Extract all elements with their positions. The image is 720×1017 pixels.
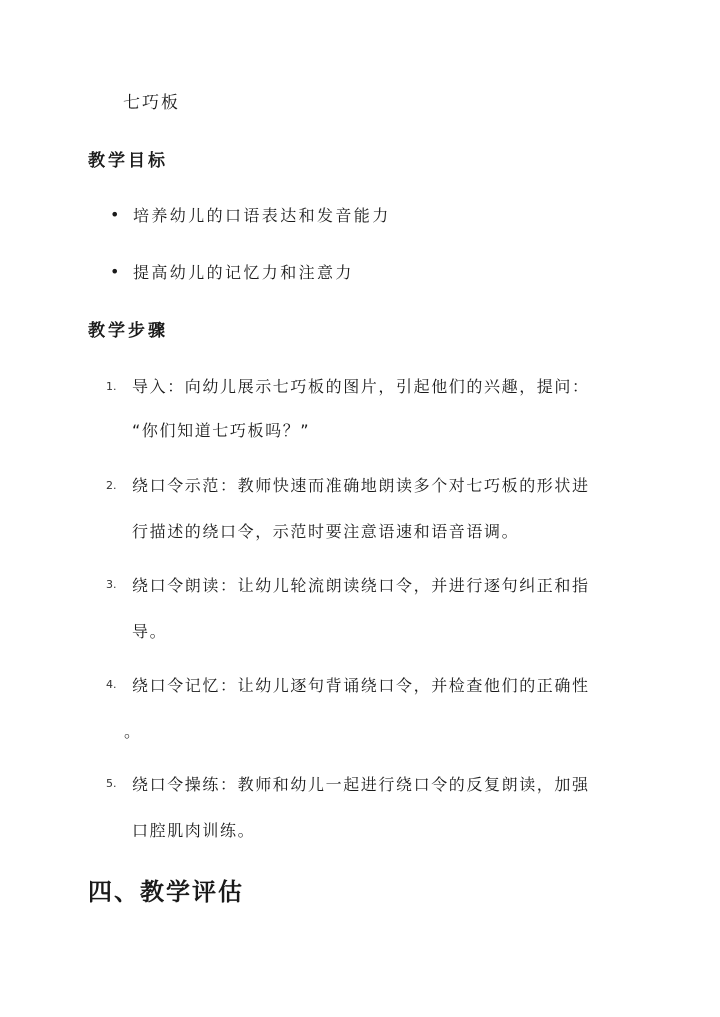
step-text: 导。 [132, 622, 168, 641]
step-text: 行描述的绕口令，示范时要注意语速和语音语调。 [132, 522, 520, 541]
step-number: 3. [106, 578, 117, 591]
bullet-icon: • [110, 262, 120, 281]
step-number: 5. [106, 777, 117, 790]
step-text: 绕口令记忆：让幼儿逐句背诵绕口令，并检查他们的正确性 [132, 676, 590, 695]
step-text: 绕口令操练：教师和幼儿一起进行绕口令的反复朗读，加强 [132, 775, 590, 794]
step-text: 导入：向幼儿展示七巧板的图片，引起他们的兴趣，提问： [132, 377, 590, 396]
step-number: 2. [106, 479, 117, 492]
step-number: 4. [106, 678, 117, 691]
document-title: 七巧板 [123, 93, 180, 113]
steps-heading: 教学步骤 [88, 321, 168, 341]
step-text: “你们知道七巧板吗？” [132, 421, 311, 440]
goals-heading: 教学目标 [88, 151, 168, 171]
step-text: 绕口令朗读：让幼儿轮流朗读绕口令，并进行逐句纠正和指 [132, 576, 590, 595]
goal-item: 提高幼儿的记忆力和注意力 [133, 263, 354, 282]
step-text: 绕口令示范：教师快速而准确地朗读多个对七巧板的形状进 [132, 476, 590, 495]
step-text: 口腔肌肉训练。 [132, 821, 256, 840]
step-number: 1. [106, 380, 117, 393]
step-text: 。 [124, 722, 142, 741]
section-heading: 四、教学评估 [88, 878, 244, 906]
bullet-icon: • [110, 205, 120, 224]
goal-item: 培养幼儿的口语表达和发音能力 [133, 206, 391, 225]
